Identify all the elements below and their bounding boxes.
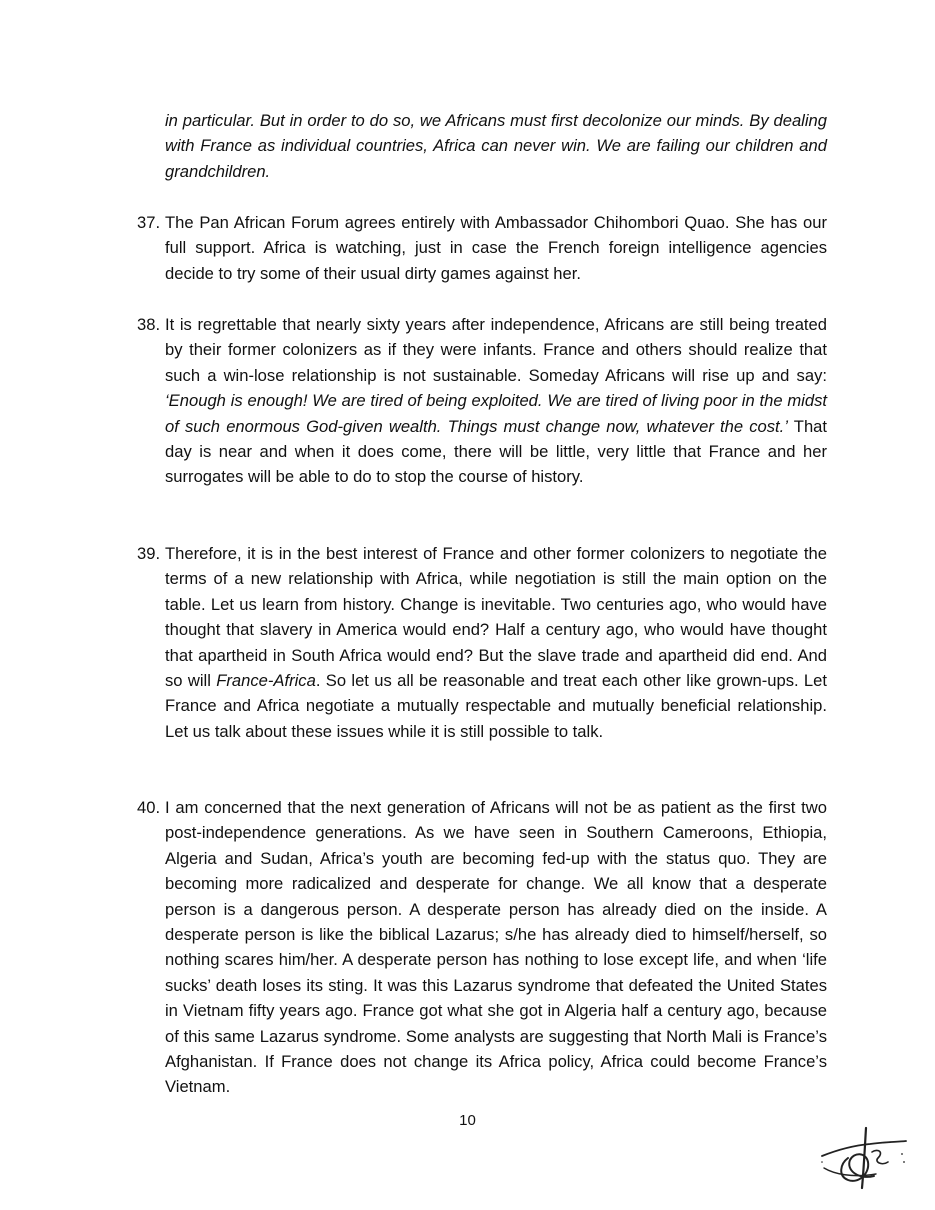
quote-continuation: in particular. But in order to do so, we Africans must first decolonize our minds. By dealing with France as individual countries, Africa can never win. We are failing our children and grandchildren. (165, 111, 827, 181)
paragraph-40 (137, 795, 827, 1100)
paragraph-text: The Pan African Forum agrees entirely with Ambassador Chihombori Quao. She has our full support. Africa is watching, just in case the French foreign intelligence agencies decide to try some of their usual dirty games against her. (165, 213, 827, 283)
paragraph-number: 40. (137, 798, 161, 817)
quoted-statement: ‘Enough is enough! We are tired of being exploited. We are tired of living poor in the midst of such enormous God-given wealth. Things must change now, whatever the cost.’ (165, 391, 827, 436)
paragraph-text-after: . So let us all be reasonable and treat each other like grown-ups. Let France and Africa negotiate a mutually respectable and mutually beneficial relationship. Let us talk about these issues while it is still possible to talk. (165, 671, 827, 741)
page-number: 10 (459, 1112, 476, 1129)
italic-term: France-Africa (216, 671, 316, 691)
paragraph-number: 38. (137, 315, 161, 334)
paragraph-37 (137, 210, 827, 286)
paragraph-number: 39. (137, 544, 161, 563)
signature (818, 1122, 913, 1190)
paragraph-text-before: Therefore, it is in the best interest of France and other former colonizers to negotiate the terms of a new relationship with Africa, while negotiation is still the main option on the table. Let us learn from history. Change is inevitable. Two centuries ago, who would have thought that slavery in America would end? Half a century ago, who would have thought that apartheid in South Africa would end? But the slave trade and apartheid did end. And so will (165, 544, 827, 691)
paragraph-text (165, 541, 827, 744)
paragraph-38 (137, 312, 827, 490)
paragraph-text-before: It is regrettable that nearly sixty years after independence, Africans are still being treated by their former colonizers as if they were infants. France and others should realize that such a win-lose relationship is not sustainable. Someday Africans will rise up and say: (165, 315, 827, 385)
paragraph-text-after: That day is near and when it does come, there will be little, very little that France and her surrogates will be able to do to stop the course of history. (165, 416, 828, 487)
paragraph-text: I am concerned that the next generation of Africans will not be as patient as the first two post-independence generations. As we have seen in Southern Cameroons, Ethiopia, Algeria and Sudan, Africa’s youth are becoming fed-up with the status quo. They are becoming more radicalized and desperate for change. We all know that a desperate person is a dangerous person. A desperate person has already died on the inside. A desperate person is like the biblical Lazarus; s/he has already died to himself/herself, so nothing scares him/her. A desperate person has nothing to lose except life, and when ‘life sucks’ death loses its sting. It was this Lazarus syndrome that defeated the United States in Vietnam fifty years ago. France got what she got in Algeria half a century ago, because of this same Lazarus syndrome. Some analysts are suggesting that North Mali is France’s Afghanistan. If France does not change its Africa policy, Africa could become France’s Vietnam. (165, 798, 827, 1097)
paragraph-number: 37. (137, 213, 161, 232)
paragraph-text (165, 312, 827, 490)
paragraph-39 (137, 541, 827, 744)
